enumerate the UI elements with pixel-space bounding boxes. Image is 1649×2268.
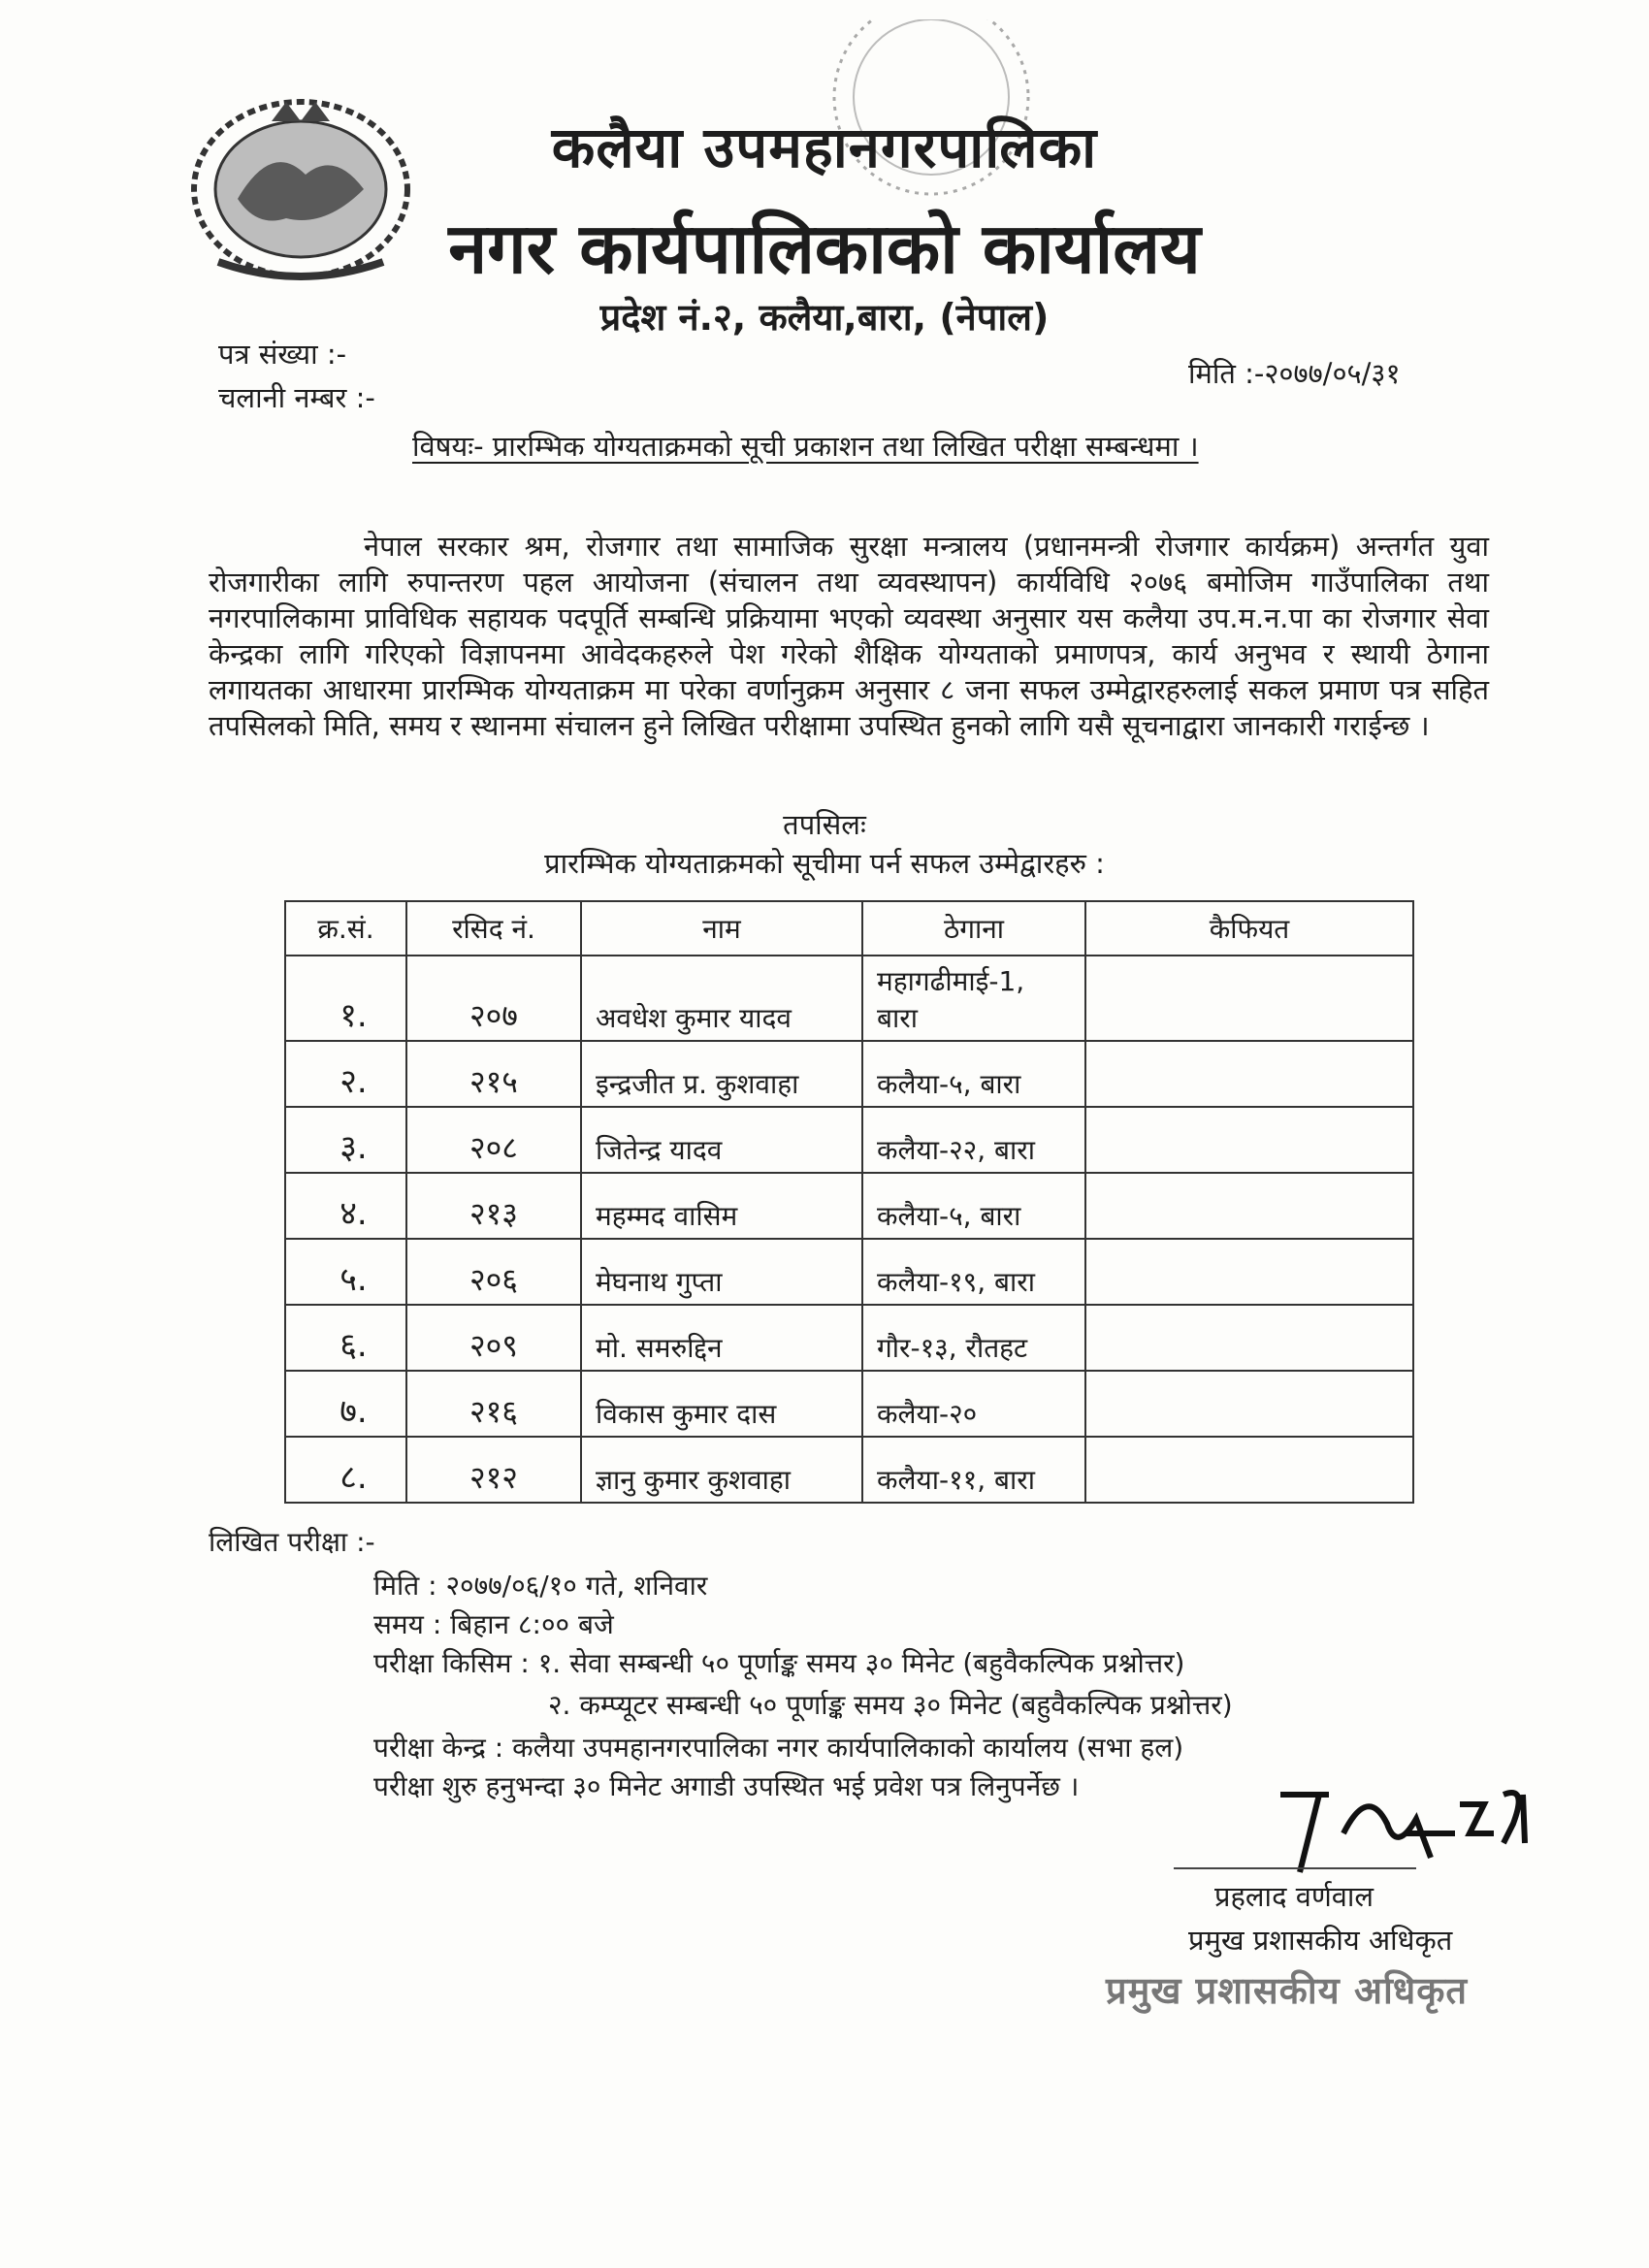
cell-remarks bbox=[1085, 1041, 1413, 1107]
cell-sn: २. bbox=[285, 1041, 406, 1107]
exam-heading: लिखित परीक्षा :- bbox=[209, 1526, 375, 1558]
table-row bbox=[285, 1305, 1413, 1371]
cell-remarks bbox=[1085, 1173, 1413, 1239]
table-row bbox=[285, 1371, 1413, 1437]
exam-type-1: परीक्षा किसिम : १. सेवा सम्बन्धी ५० पूर्णाङ्क समय ३० मिनेट (बहुवैकल्पिक प्रश्नोत्तर) bbox=[373, 1647, 1185, 1679]
cell-sn: ३. bbox=[285, 1107, 406, 1173]
cell-remarks bbox=[1085, 956, 1413, 1041]
letter-date: मिति :-२०७७/०५/३१ bbox=[1188, 357, 1401, 390]
exam-date: मिति : २०७७/०६/१० गते, शनिवार bbox=[373, 1570, 708, 1602]
official-stamp-text: प्रमुख प्रशासकीय अधिकृत bbox=[1106, 1969, 1469, 2012]
tapsil-heading: तपसिलः bbox=[783, 808, 866, 841]
cell-receipt: २०६ bbox=[406, 1239, 581, 1305]
cell-address: कलैया-२० bbox=[862, 1371, 1085, 1437]
cell-sn: ८. bbox=[285, 1437, 406, 1503]
cell-address: कलैया-५, बारा bbox=[862, 1173, 1085, 1239]
table-header-row bbox=[285, 901, 1413, 956]
cell-receipt: २१२ bbox=[406, 1437, 581, 1503]
dispatch-number-label: चलानी नम्बर :- bbox=[218, 381, 375, 414]
cell-address: गौर-१३, रौतहट bbox=[862, 1305, 1085, 1371]
cell-name: अवधेश कुमार यादव bbox=[581, 956, 862, 1041]
signatory-title: प्रमुख प्रशासकीय अधिकृत bbox=[1188, 1924, 1453, 1957]
col-header-name: नाम bbox=[581, 901, 862, 956]
candidates-table bbox=[284, 900, 1414, 1504]
exam-type-2: २. कम्प्यूटर सम्बन्धी ५० पूर्णाङ्क समय ३० मिनेट (बहुवैकल्पिक प्रश्नोत्तर) bbox=[548, 1689, 1233, 1721]
table-row bbox=[285, 1107, 1413, 1173]
cell-remarks bbox=[1085, 1437, 1413, 1503]
address: प्रदेश नं.२, कलैया,बारा, (नेपाल) bbox=[599, 296, 1050, 339]
cell-name: मो. समरुद्दिन bbox=[581, 1305, 862, 1371]
cell-address: कलैया-१९, बारा bbox=[862, 1239, 1085, 1305]
cell-sn: ५. bbox=[285, 1239, 406, 1305]
col-header-remarks: कैफियत bbox=[1085, 901, 1413, 956]
cell-sn: १. bbox=[285, 956, 406, 1041]
table-row bbox=[285, 956, 1413, 1041]
exam-center: परीक्षा केन्द्र : कलैया उपमहानगरपालिका नगर कार्यपालिकाको कार्यालय (सभा हल) bbox=[373, 1732, 1184, 1764]
cell-receipt: २०९ bbox=[406, 1305, 581, 1371]
cell-receipt: २१३ bbox=[406, 1173, 581, 1239]
cell-remarks bbox=[1085, 1239, 1413, 1305]
ref-number-label: पत्र संख्या :- bbox=[218, 338, 347, 371]
cell-remarks bbox=[1085, 1371, 1413, 1437]
office-name: नगर कार्यपालिकाको कार्यालय bbox=[448, 208, 1201, 289]
cell-address: महागढीमाई-1, बारा bbox=[862, 956, 1085, 1041]
cell-receipt: २१६ bbox=[406, 1371, 581, 1437]
signature-mark bbox=[1261, 1766, 1552, 1882]
table-row bbox=[285, 1173, 1413, 1239]
cell-name: मेघनाथ गुप्ता bbox=[581, 1239, 862, 1305]
table-row bbox=[285, 1041, 1413, 1107]
cell-receipt: २०८ bbox=[406, 1107, 581, 1173]
cell-name: जितेन्द्र यादव bbox=[581, 1107, 862, 1173]
cell-address: कलैया-५, बारा bbox=[862, 1041, 1085, 1107]
signature-line bbox=[1174, 1867, 1416, 1869]
cell-sn: ६. bbox=[285, 1305, 406, 1371]
cell-address: कलैया-२२, बारा bbox=[862, 1107, 1085, 1173]
cell-remarks bbox=[1085, 1107, 1413, 1173]
cell-name: ज्ञानु कुमार कुशवाहा bbox=[581, 1437, 862, 1503]
letter-subject: विषयः- प्रारम्भिक योग्यताक्रमको सूची प्रकाशन तथा लिखित परीक्षा सम्बन्धमा । bbox=[412, 430, 1199, 463]
org-name: कलैया उपमहानगरपालिका bbox=[551, 114, 1098, 180]
table-row bbox=[285, 1239, 1413, 1305]
col-header-sn: क्र.सं. bbox=[285, 901, 406, 956]
col-header-address: ठेगाना bbox=[862, 901, 1085, 956]
exam-time: समय : बिहान ८:०० बजे bbox=[373, 1608, 614, 1640]
cell-remarks bbox=[1085, 1305, 1413, 1371]
list-title: प्रारम्भिक योग्यताक्रमको सूचीमा पर्न सफल उम्मेद्वारहरु : bbox=[544, 847, 1105, 880]
cell-receipt: २१५ bbox=[406, 1041, 581, 1107]
cell-receipt: २०७ bbox=[406, 956, 581, 1041]
cell-name: महम्मद वासिम bbox=[581, 1173, 862, 1239]
cell-sn: ७. bbox=[285, 1371, 406, 1437]
cell-name: इन्द्रजीत प्र. कुशवाहा bbox=[581, 1041, 862, 1107]
cell-address: कलैया-११, बारा bbox=[862, 1437, 1085, 1503]
cell-name: विकास कुमार दास bbox=[581, 1371, 862, 1437]
exam-note: परीक्षा शुरु हनुभन्दा ३० मिनेट अगाडी उपस्थित भई प्रवेश पत्र लिनुपर्नेछ । bbox=[373, 1770, 1080, 1802]
letter-body: नेपाल सरकार श्रम, रोजगार तथा सामाजिक सुरक्षा मन्त्रालय (प्रधानमन्त्री रोजगार कार्यक्रम) अन्तर्गत युवा रोजगारीका लागि रुपान्तरण पहल आयोजना (संचालन तथा व्यवस्थापन) कार्यविधि २०७६ बमोजिम गाउँपालिका तथा नगरपालिकामा प्राविधिक सहायक पदपूर्ति सम्बन्धि प्रक्रियामा भएको व्यवस्था अनुसार यस कलैया उप.म.न.पा का रोजगार सेवा केन्द्रका लागि गरिएको विज्ञापनमा आवेदकहरुले पेश गरेको शैक्षिक योग्यताको प्रमाणपत्र, कार्य अनुभव र स्थायी ठेगाना लगायतका आधारमा प्रारम्भिक योग्यताक्रम मा परेका वर्णानुक्रम अनुसार ८ जना सफल उम्मेद्वारहरुलाई सकल प्रमाण पत्र सहित तपसिलको मिति, समय र स्थानमा संचालन हुने लिखित परीक्षामा उपस्थित हुनको लागि यसै सूचनाद्वारा जानकारी गराईन्छ । bbox=[209, 530, 1489, 742]
signatory-name: प्रहलाद वर्णवाल bbox=[1214, 1880, 1374, 1913]
table-row bbox=[285, 1437, 1413, 1503]
cell-sn: ४. bbox=[285, 1173, 406, 1239]
col-header-receipt: रसिद नं. bbox=[406, 901, 581, 956]
